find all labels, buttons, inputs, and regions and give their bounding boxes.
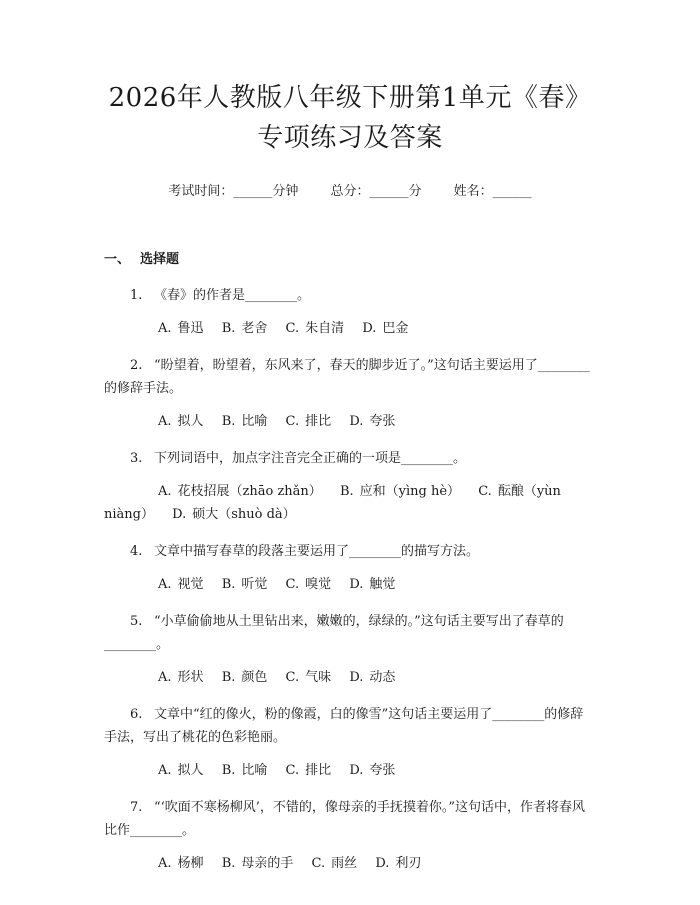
option-text: 花枝招展（zhāo zhǎn） [177, 484, 322, 499]
section-number: 一、 [104, 252, 131, 267]
question-text: “‘吹面不寒杨柳风’，不错的，像母亲的手抚摸着你。”这句话中，作者将春风比作________。 [104, 800, 586, 838]
option-text: 动态 [369, 670, 396, 685]
option-text: 硕大（shuò dà） [192, 507, 296, 522]
answer-option [158, 484, 322, 499]
option-text: 酝酿（yùn niàng） [104, 484, 561, 522]
option-key: C. [285, 763, 300, 778]
document-title: 2026年人教版八年级下册第1单元《春》专项练习及答案 [108, 83, 592, 153]
answer-option [158, 670, 204, 685]
option-text: 母亲的手 [241, 856, 294, 871]
option-key: A. [158, 577, 172, 592]
option-text: 排比 [305, 414, 332, 429]
question-text: 文章中“红的像火，粉的像霞，白的像雪”这句话主要运用了________的修辞手法，写出了桃花的色彩艳丽。 [104, 707, 584, 745]
exam-time-field: 考试时间：______分钟 [168, 184, 299, 199]
option-text: 比喻 [241, 763, 268, 778]
option-key: C. [285, 577, 300, 592]
question-number: 4. [130, 544, 143, 559]
question-number: 2. [130, 358, 143, 373]
option-text: 听觉 [241, 577, 268, 592]
answer-option [340, 484, 460, 499]
option-key: C. [311, 856, 326, 871]
answer-options [104, 317, 596, 340]
student-name-field: 姓名：______ [453, 184, 532, 199]
total-score-field: 总分：______分 [330, 184, 422, 199]
option-text: 朱自清 [305, 321, 345, 336]
option-key: C. [285, 321, 300, 336]
option-text: 视觉 [177, 577, 204, 592]
answer-option [286, 763, 332, 778]
option-text: 鲁迅 [177, 321, 204, 336]
option-key: D. [349, 763, 364, 778]
answer-option [286, 577, 332, 592]
answer-option [222, 321, 268, 336]
answer-option [158, 577, 204, 592]
option-text: 拟人 [177, 763, 204, 778]
question-number: 5. [130, 614, 143, 629]
answer-option [286, 414, 332, 429]
answer-option [158, 856, 204, 871]
option-text: 雨丝 [331, 856, 358, 871]
option-key: A. [158, 856, 172, 871]
question-item [104, 610, 596, 656]
option-key: A. [158, 321, 172, 336]
question-number: 3. [130, 451, 143, 466]
option-text: 拟人 [177, 414, 204, 429]
answer-option [158, 414, 204, 429]
option-key: A. [158, 763, 172, 778]
answer-option [349, 763, 395, 778]
question-number: 1. [130, 288, 143, 303]
answer-option [172, 507, 296, 522]
option-text: 利刃 [395, 856, 422, 871]
option-key: C. [285, 414, 300, 429]
section-label: 选择题 [140, 252, 180, 267]
option-key: D. [349, 577, 364, 592]
option-text: 比喻 [241, 414, 268, 429]
option-key: B. [221, 763, 236, 778]
option-text: 排比 [305, 763, 332, 778]
question-text: 文章中描写春草的段落主要运用了________的描写方法。 [154, 544, 480, 559]
answer-option [286, 321, 345, 336]
option-key: B. [221, 321, 236, 336]
question-text: “盼望着，盼望着，东风来了，春天的脚步近了。”这句话主要运用了________的修辞手法。 [104, 358, 590, 396]
option-key: A. [158, 670, 172, 685]
question-item [104, 447, 596, 470]
question-item [104, 703, 596, 749]
option-key: B. [339, 484, 354, 499]
option-key: C. [285, 670, 300, 685]
answer-option [349, 577, 395, 592]
option-text: 颜色 [241, 670, 268, 685]
question-text: “小草偷偷地从土里钻出来，嫩嫩的，绿绿的。”这句话主要写出了春草的________。 [104, 614, 564, 652]
option-key: B. [221, 670, 236, 685]
exam-info [104, 182, 596, 202]
question-text: 下列词语中，加点字注音完全正确的一项是________。 [154, 451, 467, 466]
option-text: 杨柳 [177, 856, 204, 871]
answer-option [222, 856, 294, 871]
answer-option [349, 414, 395, 429]
option-key: D. [172, 507, 187, 522]
question-item [104, 354, 596, 400]
answer-option [349, 670, 395, 685]
answer-option [222, 763, 268, 778]
option-key: B. [221, 577, 236, 592]
option-text: 老舍 [241, 321, 268, 336]
option-key: A. [158, 484, 172, 499]
answer-options [104, 480, 596, 526]
answer-options [104, 666, 596, 689]
option-text: 触觉 [369, 577, 396, 592]
question-item [104, 796, 596, 842]
option-key: B. [221, 414, 236, 429]
option-key: D. [349, 670, 364, 685]
section-heading [104, 250, 596, 270]
question-text: 《春》的作者是________。 [154, 288, 311, 303]
answer-option [312, 856, 358, 871]
answer-option [286, 670, 332, 685]
option-text: 嗅觉 [305, 577, 332, 592]
answer-option [158, 763, 204, 778]
option-text: 巴金 [382, 321, 409, 336]
option-key: D. [375, 856, 390, 871]
question-number: 7. [130, 800, 143, 815]
answer-option [222, 414, 268, 429]
answer-options [104, 410, 596, 433]
option-key: D. [349, 414, 364, 429]
answer-option [375, 856, 421, 871]
answer-option [158, 321, 204, 336]
answer-option [362, 321, 408, 336]
option-text: 应和（yìng hè） [359, 484, 461, 499]
answer-options [104, 573, 596, 596]
answer-option [222, 670, 268, 685]
option-text: 气味 [305, 670, 332, 685]
question-list [104, 284, 596, 875]
answer-options [104, 759, 596, 782]
option-text: 形状 [177, 670, 204, 685]
option-key: D. [362, 321, 377, 336]
answer-options [104, 852, 596, 875]
option-key: B. [221, 856, 236, 871]
answer-option [222, 577, 268, 592]
option-key: A. [158, 414, 172, 429]
option-text: 夸张 [369, 763, 396, 778]
question-item [104, 284, 596, 307]
option-key: C. [478, 484, 492, 499]
question-item [104, 540, 596, 563]
question-number: 6. [130, 707, 143, 722]
option-text: 夸张 [369, 414, 396, 429]
